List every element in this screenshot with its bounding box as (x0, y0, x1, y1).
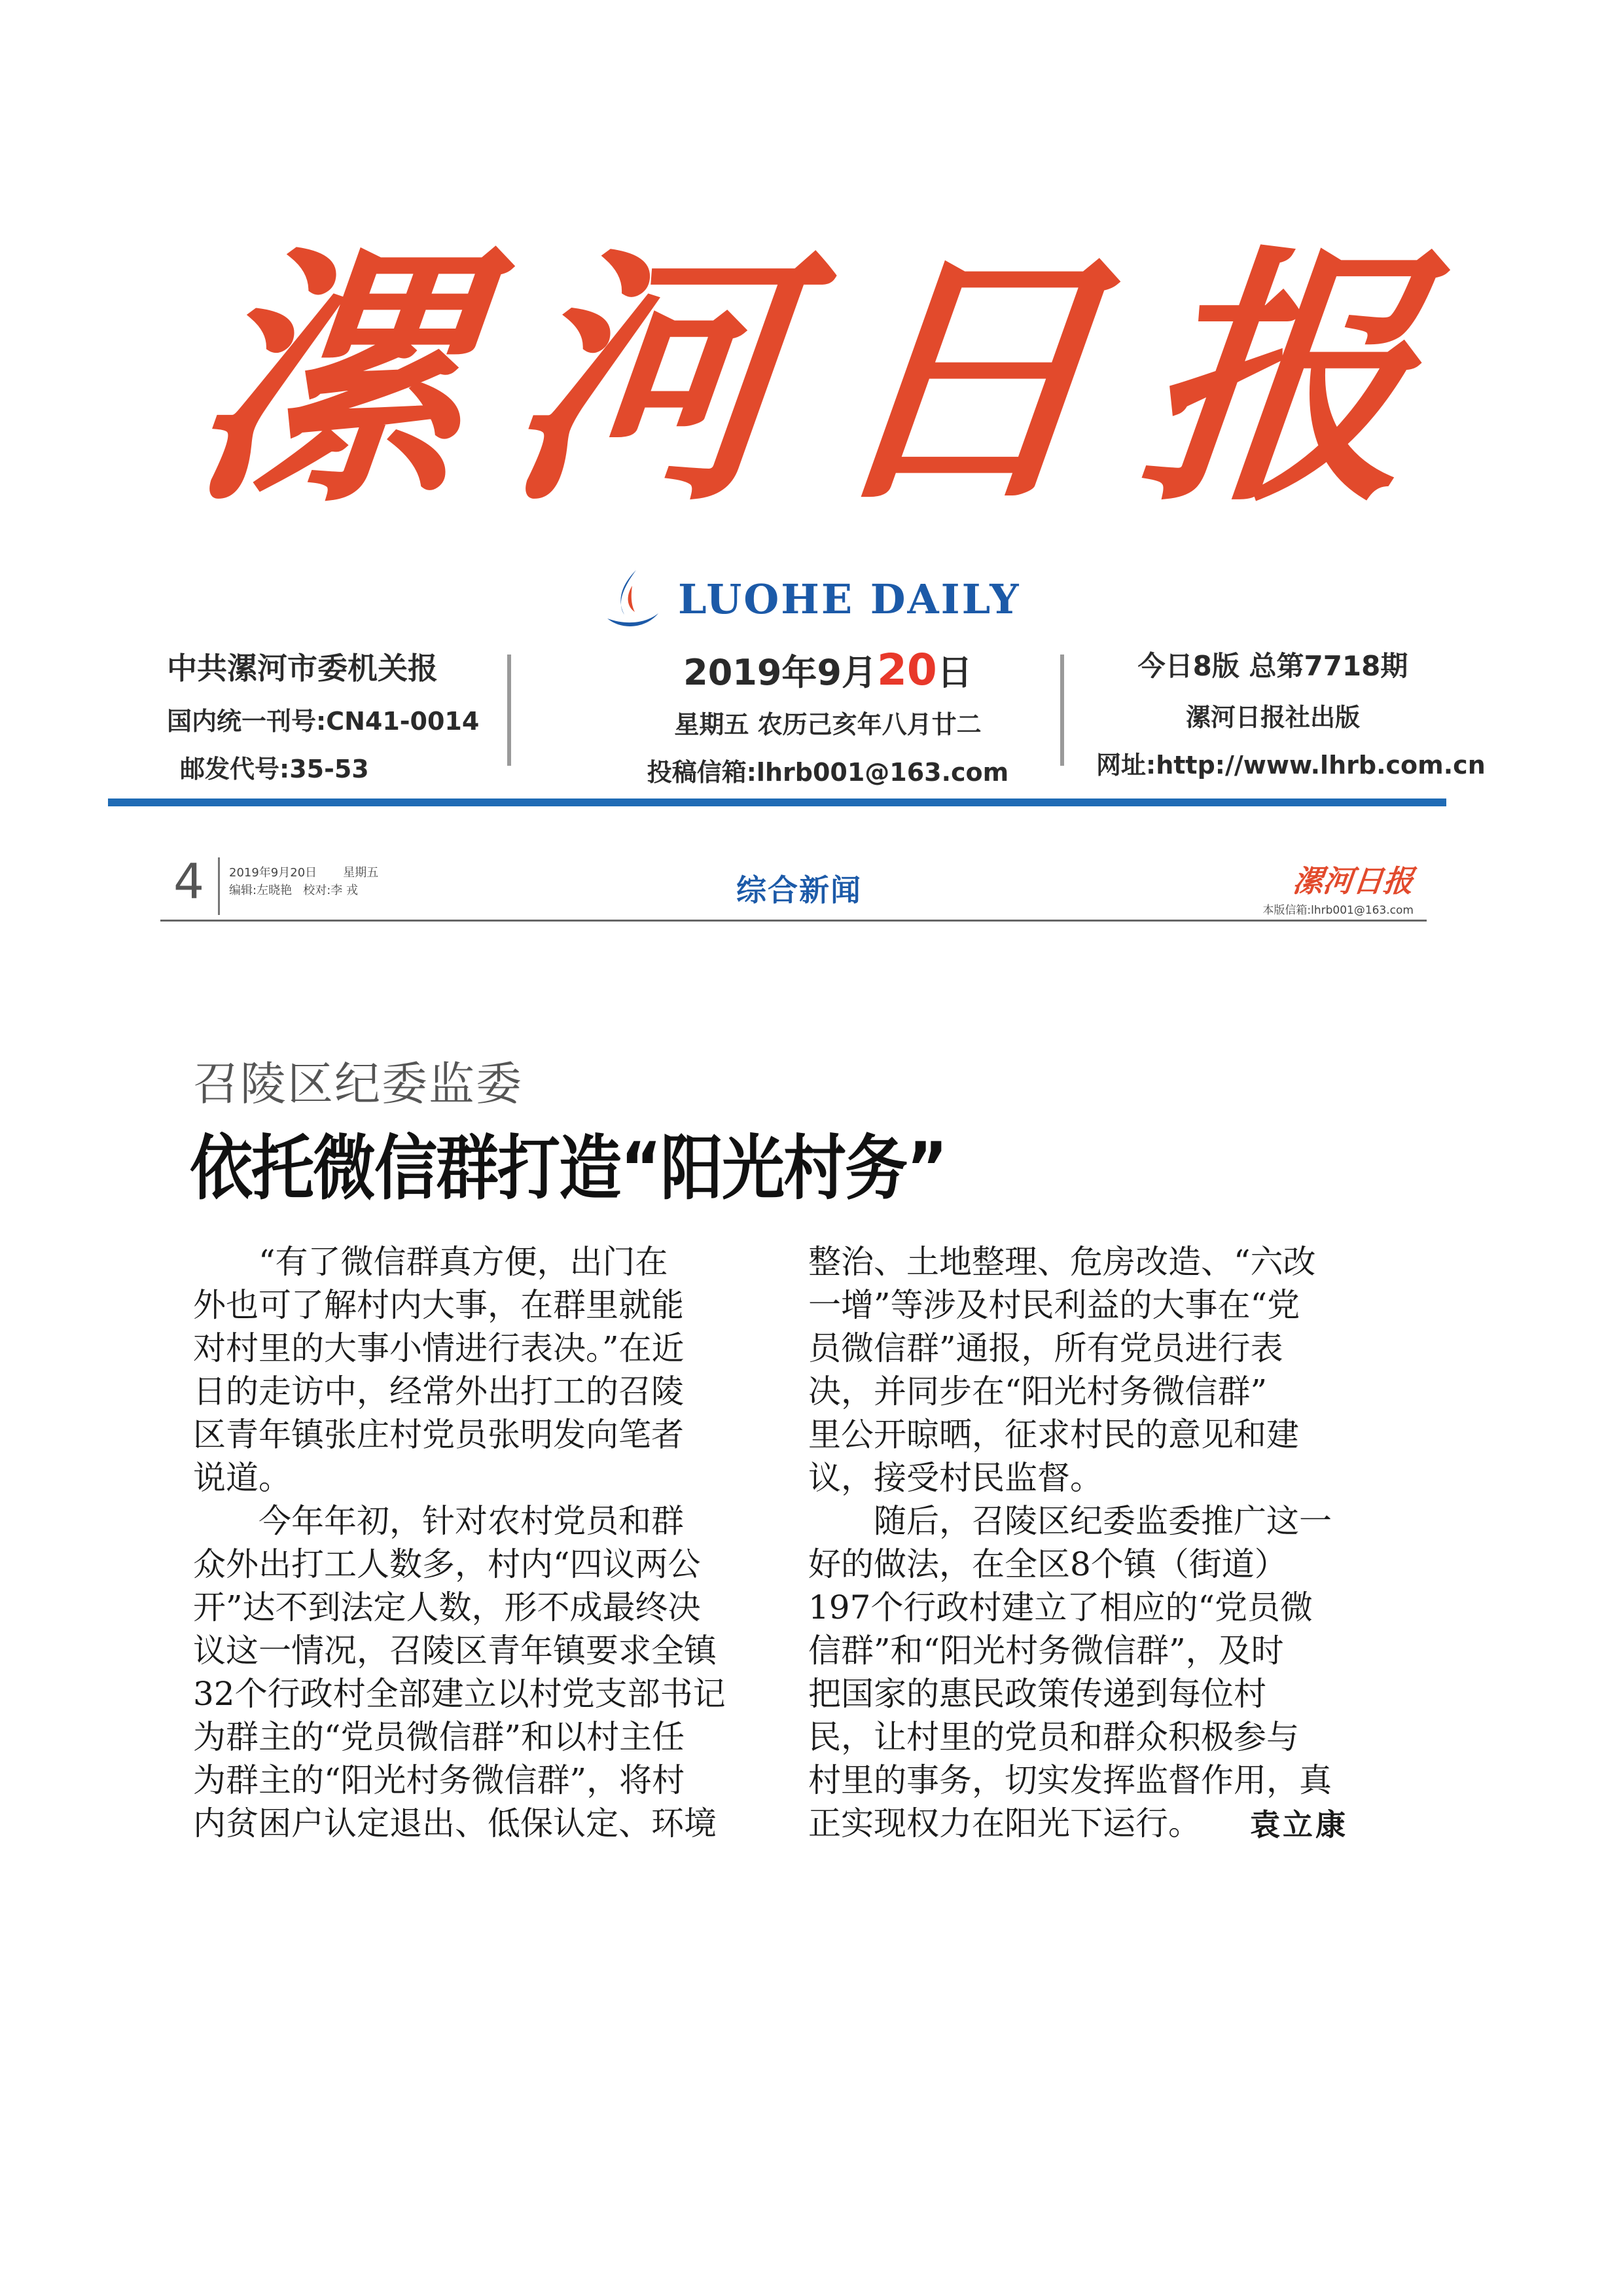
article-column-left (193, 1240, 726, 1845)
article-byline: 袁立康 (1250, 1807, 1348, 1842)
page-date: 2019年9月20日 星期五 (229, 866, 379, 880)
page-number: 4 (173, 853, 205, 910)
article-line: 一增”等涉及村民利益的大事在“党 (808, 1286, 1300, 1324)
masthead-rule (108, 798, 1446, 806)
article-line: 好的做法，在全区8个镇（街道） (808, 1545, 1287, 1583)
article-line: “有了微信群真方便，出门在 (193, 1243, 668, 1281)
article-line: 员微信群”通报，所有党员进行表 (808, 1329, 1283, 1367)
section-title: 综合新闻 (736, 872, 862, 908)
masthead-char-3: 日 (812, 222, 1114, 537)
submission-email: 投稿信箱:lhrb001@163.com (647, 758, 1009, 787)
article-line: 内贫困户认定退出、低保认定、环境 (193, 1804, 717, 1842)
info-divider-1 (507, 655, 511, 766)
article-line: 197个行政村建立了相应的“党员微 (808, 1588, 1313, 1626)
article-line: 民，让村里的党员和群众积极参与 (808, 1718, 1299, 1756)
issue-date-day: 20 (877, 645, 937, 695)
issn-label: 国内统一刊号:CN41-0014 (167, 707, 480, 736)
website-url: 网址:http://www.lhrb.com.cn (1096, 751, 1486, 780)
article-line: 村里的事务，切实发挥监督作用，真 (808, 1761, 1332, 1799)
page-meta (229, 864, 378, 899)
masthead-char-1: 漯 (179, 222, 482, 537)
article-line: 说道。 (193, 1459, 291, 1497)
article-line: 随后，召陵区纪委监委推广这一 (808, 1502, 1332, 1540)
issue-date (605, 645, 1050, 695)
article-line: 区青年镇张庄村党员张明发向笔者 (193, 1416, 684, 1454)
issue-date-prefix: 2019年9月 (683, 652, 877, 693)
postal-code-label: 邮发代号:35-53 (180, 755, 369, 783)
masthead-info-row (108, 645, 1486, 787)
article-headline: 依托微信群打造“阳光村务” (190, 1127, 947, 1210)
article-line: 里公开晾晒，征求村民的意见和建 (808, 1416, 1299, 1454)
section-email: 本版信箱:lhrb001@163.com (1262, 904, 1414, 917)
article-line: 32个行政村全部建立以村党支部书记 (193, 1675, 726, 1713)
info-left (167, 645, 566, 783)
info-right (1096, 645, 1486, 780)
article-line: 对村里的大事小情进行表决。”在近 (193, 1329, 685, 1367)
page-header-divider (218, 857, 220, 915)
english-name-block (602, 563, 1020, 635)
article-line: 信群”和“阳光村务微信群”，及时 (808, 1632, 1284, 1670)
article-line: 日的走访中，经常外出打工的召陵 (193, 1372, 684, 1410)
mini-masthead-logo: 漯河日报 (1291, 863, 1416, 899)
info-middle (605, 645, 1050, 787)
edition-count: 今日8版 总第7718期 (1137, 650, 1408, 682)
page-editors: 编辑:左晓艳 校对:李 戎 (229, 884, 359, 897)
page-header (160, 853, 1427, 923)
organ-label: 中共漯河市委机关报 (167, 651, 438, 686)
article-kicker: 召陵区纪委监委 (193, 1057, 523, 1111)
masthead-logo (179, 196, 1431, 563)
article-line: 外也可了解村内大事，在群里就能 (193, 1286, 684, 1324)
publisher: 漯河日报社出版 (1185, 703, 1360, 732)
article-line: 正实现权力在阳光下运行。 (808, 1804, 1201, 1842)
article-line: 把国家的惠民政策传递到每位村 (808, 1675, 1266, 1713)
article-line: 议，接受村民监督。 (808, 1459, 1103, 1497)
masthead-char-4: 报 (1128, 222, 1431, 537)
article-line: 众外出打工人数多，村内“四议两公 (193, 1545, 701, 1583)
article-line: 今年年初，针对农村党员和群 (193, 1502, 684, 1540)
article-line: 整治、土地整理、危房改造、“六改 (808, 1243, 1316, 1281)
english-name: LUOHE DAILY (678, 575, 1021, 623)
masthead-char-2: 河 (495, 222, 798, 537)
issue-date-suffix: 日 (936, 652, 972, 693)
article-line: 议这一情况，召陵区青年镇要求全镇 (193, 1632, 717, 1670)
article-column-right (808, 1240, 1338, 1845)
article-line: 为群主的“党员微信群”和以村主任 (193, 1718, 685, 1756)
article-line: 决，并同步在“阳光村务微信群” (808, 1372, 1268, 1410)
page-header-rule (160, 920, 1427, 922)
info-divider-2 (1060, 655, 1064, 766)
article-line: 开”达不到法定人数，形不成最终决 (193, 1588, 701, 1626)
newspaper-emblem-icon (602, 566, 661, 632)
article-line: 为群主的“阳光村务微信群”，将村 (193, 1761, 685, 1799)
weekday-lunar: 星期五 农历己亥年八月廿二 (674, 710, 982, 739)
